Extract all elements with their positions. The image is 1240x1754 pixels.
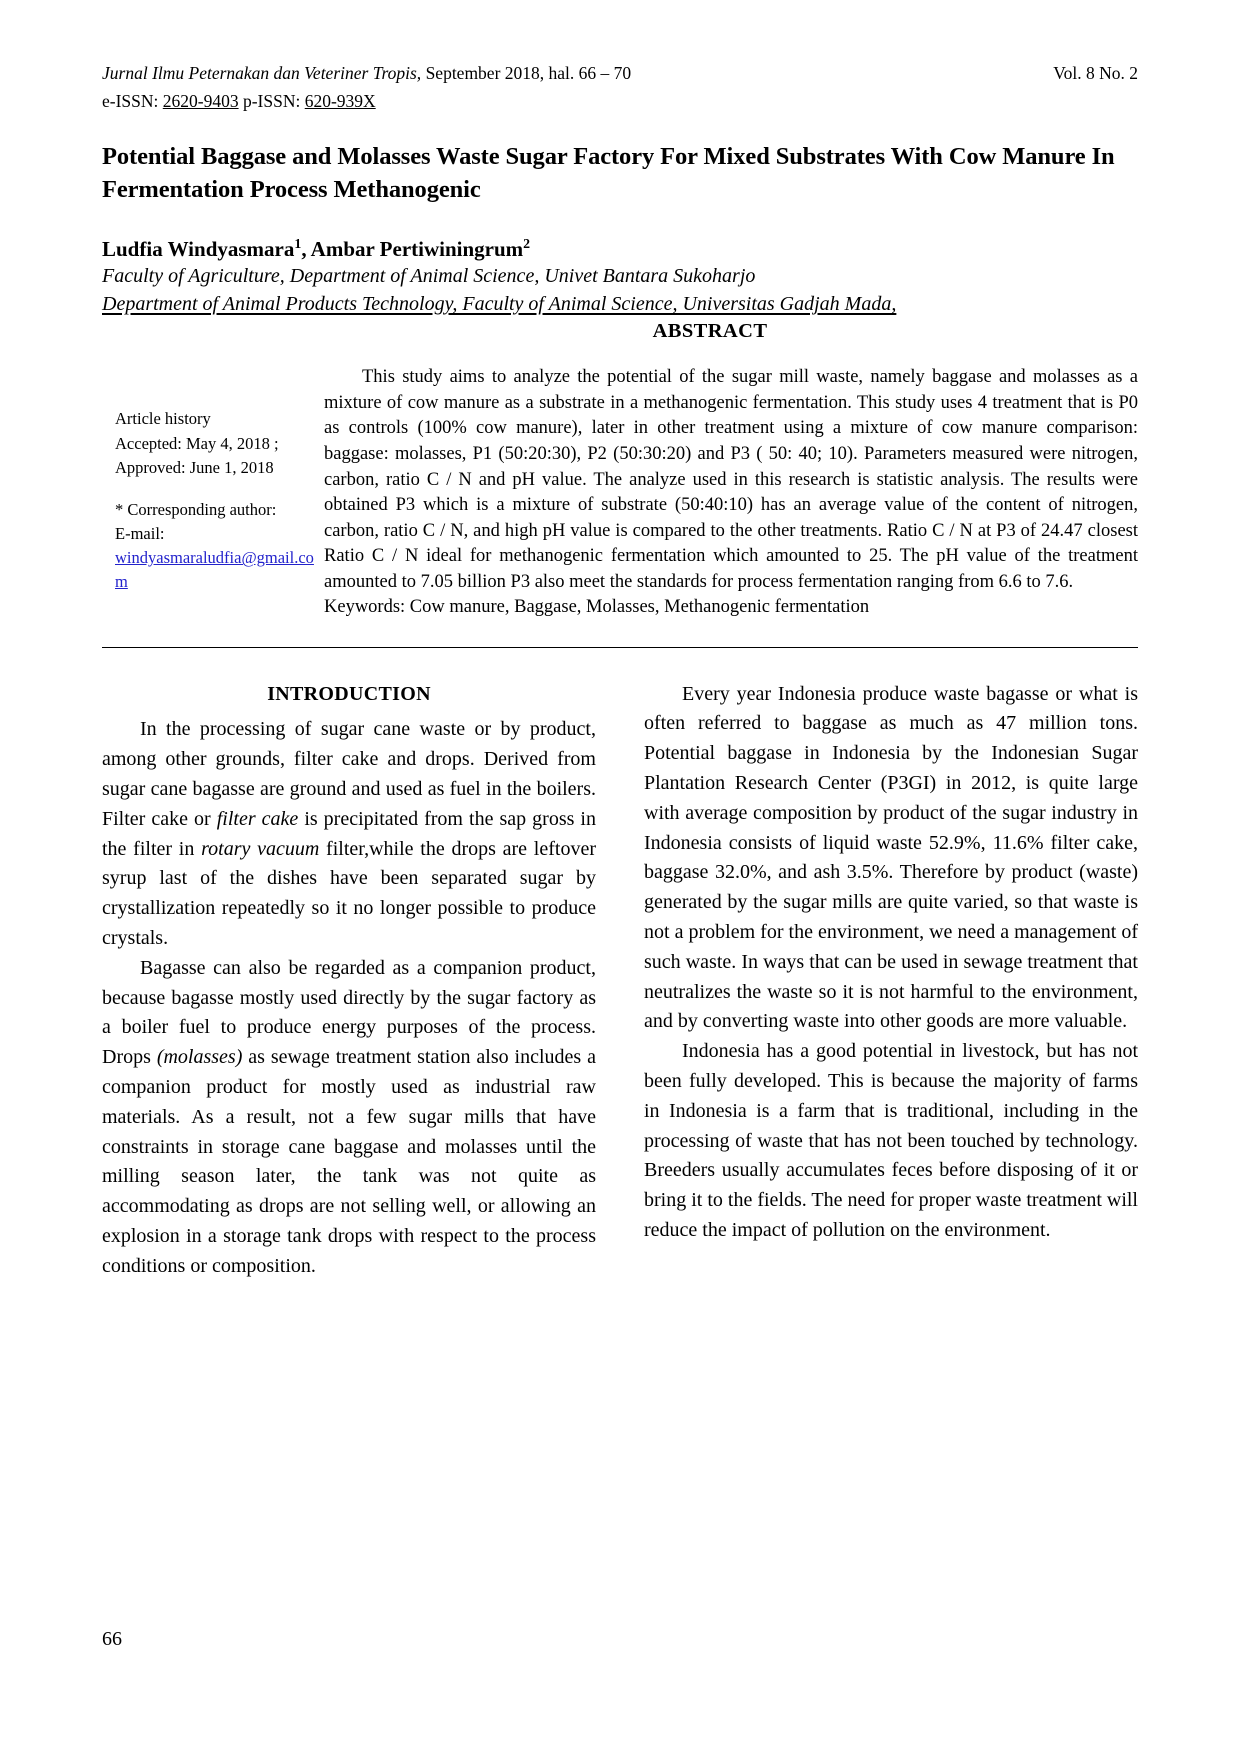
author-name-1: Ludfia Windyasmara	[102, 236, 295, 261]
email-label: E-mail:	[115, 524, 165, 544]
journal-title: Jurnal Ilmu Peternakan dan Veteriner Tropis,	[102, 63, 422, 83]
affiliation-2: Department of Animal Products Technology, Faculty of Animal Science, Universitas Gadjah Mada,	[102, 292, 897, 315]
running-head	[102, 60, 1138, 87]
abstract-text-column	[324, 365, 1138, 620]
intro-paragraph-4: Indonesia has a good potential in livestock, but has not been fully developed. This is because the majority of farms in Indonesia is a farm that is traditional, including in the processing of waste that has not been touched by technology. Breeders usually accumulates feces before disposing of it or bring it to the fields. The need for proper waste treatment will reduce the impact of pollution on the environment.	[644, 1040, 1138, 1241]
intro-p1-emphasis-1: filter cake	[216, 807, 299, 830]
corresponding-author-label: * Corresponding author:	[115, 499, 277, 519]
intro-paragraph-2	[102, 954, 596, 1282]
abstract-keywords: Keywords: Cow manure, Baggase, Molasses, Methanogenic fermentation	[324, 597, 870, 618]
abstract-heading: ABSTRACT	[652, 320, 768, 343]
intro-p1-part-a: In the processing of sugar cane waste or by product, among other grounds, filter cake and drops. Derived from sugar cane bagasse are ground and used as fuel in the boilers. Filter cake or	[102, 718, 596, 830]
body-column-left	[102, 680, 596, 1282]
eissn-label: e-ISSN:	[102, 91, 163, 112]
author-affil-marker-2: 2	[523, 235, 531, 251]
author-separator: ,	[301, 236, 311, 261]
author-list	[102, 235, 1138, 263]
intro-p2-part-b: as sewage treatment station also includes a companion product for mostly used as industrial raw materials. As a result, not a few sugar mills that have constraints in storage cane baggase and molasses until the milling season later, the tank was not quite as accommodating as drops are not selling well, or allowing an explosion in a storage tank drops with respect to the process conditions or composition.	[102, 1046, 597, 1277]
page-number: 66	[102, 1628, 122, 1650]
issn-line	[102, 88, 1138, 115]
volume-number: Vol. 8 No. 2	[1053, 63, 1138, 83]
section-divider	[102, 647, 1138, 648]
intro-paragraph-1	[102, 715, 596, 953]
corresponding-email-link[interactable]: windyasmaraludfia@gmail.com	[115, 548, 314, 592]
body-column-right	[644, 680, 1138, 1282]
article-info-sidebar	[102, 365, 324, 611]
intro-p2-part-a: Bagasse can also be regarded as a companion product, because bagasse mostly used directly by the sugar factory as a boiler fuel to produce energy purposes of the process. Drops	[102, 956, 596, 1069]
abstract-body: This study aims to analyze the potential of the sugar mill waste, namely baggase and molasses as a mixture of cow manure as a substrate in a methanogenic fermentation. This study uses 4 treatment that is P0 as controls (100% cow manure), later in other treatment using a mixture of cow manure comparison: baggase: molasses, P1 (50:20:30), P2 (50:30:20) and P3 ( 50: 40; 10). Parameters measured were nitrogen, carbon, ratio C / N and pH value. The analyze used in this research is statistic analysis. The results were obtained P3 which is a mixture of substrate (50:40:10) has an average value of the content of nitrogen, carbon, ratio C / N, and high pH value is compared to the other treatments. Ratio C / N at P3 of 24.47 closest Ratio C / N ideal for methanogenic fermentation which amounted to 25. The pH value of the treatment amounted to 7.05 billion P3 also meet the standards for process fermentation ranging from 6.6 to 7.6.	[324, 367, 1138, 592]
author-name-2: Ambar Pertiwiningrum	[310, 236, 524, 261]
intro-paragraph-3: Every year Indonesia produce waste bagasse or what is often referred to baggase as much as 47 million tons. Potential baggase in Indonesia by the Indonesian Sugar Plantation Research Center (P3GI) in 2012, is quite large with average composition by product of the sugar industry in Indonesia consists of liquid waste 52.9%, 11.6% filter cake, baggase 32.0%, and ash 3.5%. Therefore by product (waste) generated by the sugar mills are quite varied, so that waste is not a problem for the environment, we need a management of such waste. In ways that can be used in sewage treatment that neutralizes the waste so it is not harmful to the environment, and by converting waste into other goods are more valuable.	[644, 682, 1138, 1033]
journal-issue-info: September 2018, hal. 66 – 70	[421, 63, 632, 83]
author-affil-marker-1: 1	[294, 235, 302, 251]
intro-p2-emphasis-1: (molasses)	[156, 1046, 243, 1069]
eissn-value: 2620-9403	[162, 91, 239, 112]
intro-p1-part-c: filter,while the drops are leftover syrup last of the dishes have been separated sugar by crystallization repeatedly so it no longer possible to produce crystals.	[102, 837, 596, 949]
intro-p1-part-b: is precipitated from the sap gross in the filter in	[102, 807, 596, 860]
abstract-section	[102, 365, 1138, 620]
article-approved-date: Approved: June 1, 2018	[115, 458, 274, 478]
intro-p1-emphasis-2: rotary vacuum	[201, 837, 320, 860]
section-heading-introduction: INTRODUCTION	[267, 682, 431, 705]
article-accepted-date: Accepted: May 4, 2018 ;	[115, 433, 279, 453]
page-title: Potential Baggase and Molasses Waste Sugar Factory For Mixed Substrates With Cow Manure In Fermentation Process Methanogenic	[102, 143, 1115, 203]
article-history-label: Article history	[115, 409, 211, 429]
page-content	[102, 60, 1138, 1282]
pissn-value: 620-939X	[304, 91, 376, 112]
affiliation-1: Faculty of Agriculture, Department of Animal Science, Univet Bantara Sukoharjo	[102, 265, 756, 288]
running-head-left	[102, 60, 631, 87]
pissn-label: p-ISSN:	[238, 91, 305, 112]
corresponding-author-block	[115, 498, 324, 595]
article-history-block	[115, 407, 324, 480]
body-columns	[102, 680, 1138, 1282]
